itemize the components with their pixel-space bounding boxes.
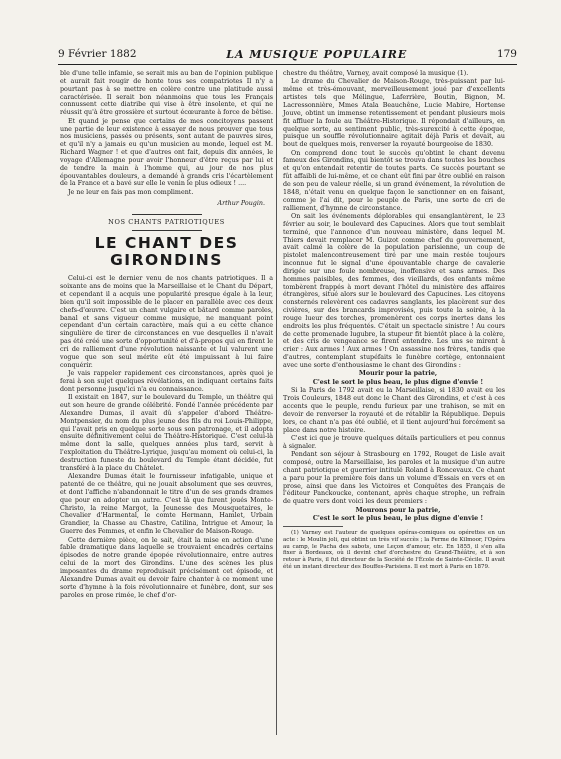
issue-date: 9 Février 1882 — [58, 48, 137, 60]
paragraph: Celui-ci est le dernier venu de nos chants patriotiques. Il a soixante ans de moins que la Marseillaise et le Chant du Départ, et cependant il a acquis une popularité presque égale à la leur, bien qu'il soit impossible de le placer en parallèle avec ces deux chefs-d'œuvre. C'est un chant vulgaire et bâtard comme paroles, banal et sans vigueur comme musique, ne manquant point cependant d'un certain caractère, mais qui a eu cette chance singulière de tirer de circonstances en vue desquelles il n'avait pas été créé une sorte d'opportunité et d'à-propos qui en firent le cri de ralliement d'une révolution naissante et lui valurent une vogue que son seul mérite eût été impuissant à lui faire conquérir. — [60, 275, 273, 369]
paragraph: Si la Paris de 1792 avait eu la Marseillaise, si 1830 avait eu les Trois Couleurs, 1848 eut donc le Chant des Girondins, et c'est à ces accents que le peuple, rendu furieux par une trahison, se mit en devoir de renverser la royauté et de rétablir la République. Depuis lors, ce chant n'a pas été oublié, et il tient aujourd'hui forcément sa place dans notre histoire. — [283, 387, 505, 434]
paragraph: Je vais rappeler rapidement ces circonstances, après quoi je ferai à son sujet quelques révélations, en indiquant certains faits dont personne jusqu'ici n'a eu connaissance. — [60, 370, 273, 393]
paragraph: Et quand je pense que certains de mes concitoyens passent une partie de leur existence à essayer de nous prouver que tous nos musiciens, passés ou présents, sont autant de pauvres sires, et qu'il n'y a jamais eu qu'un musicien au monde, lequel est M. Richard Wagner ! et que d'autres ont fait, depuis dix années, le voyage d'Allemagne pour avoir l'honneur d'être reçus par lui et de tendre la main à l'homme qui, au jour de nos plus épouvantables douleurs, a demandé à grands cris l'écartèlement de la France et a bavé sur elle le venin le plus odieux ! .... — [60, 117, 273, 188]
paragraph: Alexandre Dumas était le fournisseur infatigable, unique et patenté de ce théâtre, qui ne jouait absolument que ses œuvres, et dont l'affiche n'abandonnait le titre d'un de ses grands drames que pour en adopter un autre. C'est là que furent joués Monte-Christo, la reine Margot, la Jeunesse des Mousquetaires, le Chevalier d'Harmental, le comte Hermann, Hamlet, Urbain Grandier, la Chasse au Chastre, Catilina, Intrigue et Amour, la Guerre des Femmes, et enfin le Chevalier de Maison-Rouge. — [60, 473, 273, 536]
paragraph: chestre du théâtre, Varney, avait composé la musique (1). — [283, 70, 469, 77]
footnote: (1) Varney est l'auteur de quelques opéras-comiques ou opérettes en un acte : le Moulin joli, qui obtint un très vif succès ; la Ferme de Kilmoor, l'Opéra au camp, le Pacha des sabots, une Leçon d'amour, etc. En 1855, il s'en alla fixer à Bordeaux, où il devint chef d'orchestre du Grand-Théâtre, et à son retour à Paris, il fut directeur de la Société de l'École de Sainte-Cécile. Il avait été un instant directeur des Bouffes-Parisiens. Il est mort à Paris en 1879. — [283, 530, 505, 571]
section-divider — [132, 230, 202, 231]
paragraph: Je ne leur en fais pas mon compliment. — [68, 188, 194, 196]
section-divider — [132, 214, 202, 215]
right-column — [283, 70, 505, 571]
page-number: 179 — [496, 48, 517, 60]
paragraph: On sait les événements déplorables qui ensanglantèrent, le 23 février au soir, le boulevard des Capucines. Alors que tout semblait terminé, que l'annonce d'un nouveau ministère, dans lequel M. Thiers devait remplacer M. Guizot comme chef du gouvernement, avait calmé la colère de la population parisienne, un coup de pistolet malencontreusement tiré par une main restée toujours inconnue fut le signal d'une épouvantable charge de cavalerie dirigée sur une foule nombreuse, inoffensive et sans armes. Des hommes paisibles, des femmes, des vieillards, des enfants même tombèrent frappés à mort devant l'hôtel du ministère des affaires étrangères, situé alors sur le boulevard des Capucines. Les citoyens consternés relevèrent ces cadavres sanglants, les placèrent sur des civières, sur des brancards improvisés, puis toute la soirée, à la rouge lueur des torches, promenèrent ces corps inertes dans les endroits les plus fréquentés. C'était un spectacle sinistre ! Au cours de cette promenade lugubre, la stupeur fit bientôt place à la colère, et des cris de vengeance se firent entendre. Les uns se mirent à crier : Aux armes ! Aux armes ! On assassine nos frères, tandis que d'autres, contemplant stupéfaits le funèbre cortège, entonnaient avec une sorte d'enthousiasme le chant des Girondins : — [283, 212, 505, 369]
verse-line: C'est le sort le plus beau, le plus digne d'envie ! — [312, 515, 484, 523]
left-column — [60, 70, 273, 600]
page-header — [58, 46, 517, 62]
verse-line: Mourons pour la patrie, — [355, 506, 441, 514]
verse-line: C'est le sort le plus beau, le plus digne d'envie ! — [312, 378, 484, 386]
paragraph: C'est ici que je trouve quelques détails particuliers et peu connus à signaler. — [283, 434, 505, 450]
author-signature: Arthur Pougin. — [217, 199, 265, 207]
paragraph: ble d'une telle infamie, se serait mis au ban de l'opinion publique et aurait fait rougir de honte tous ses compatriotes Il n'y a pourtant pas à se mettre en colère contre une platitude aussi caractérisée. Il serait bon néanmoins que tous les Français connussent cette diatribe qui vise à être insolente, et qui ne réussit qu'à être grossière et surtout écœurante à force de bêtise. — [60, 70, 273, 117]
verse-line: Mourir pour la patrie, — [358, 370, 438, 378]
paragraph: Cette dernière pièce, on le sait, était la mise en action d'une fable dramatique dans laquelle se trouvaient encadrés certains épisodes de notre grande épopée révolutionnaire, entre autres celui de la mort des Girondins. L'une des scènes les plus imposantes du drame reproduisait précisément cet épisode, et Alexandre Dumas avait eu devoir faire chanter à ce moment une sorte d'hymne à la fois révolutionnaire et funèbre, dont, sur ses paroles en prose rimée, le chef d'or- — [60, 536, 273, 599]
paragraph: Pendant son séjour à Strasbourg en 1792, Rouget de Lisle avait composé, outre la Marseillaise, les paroles et la musique d'un autre chant patriotique et guerrier intitulé Roland à Roncevaux. Ce chant a paru pour la première fois dans un volume d'Essais en vers et en prose, ainsi que dans les Victoires et Conquêtes des Français de l'éditeur Panckoucke, contenant, après chaque strophe, un refrain de quatre vers dont voici les deux premiers : — [283, 451, 505, 506]
column-divider — [276, 70, 277, 735]
publication-title: LA MUSIQUE POPULAIRE — [226, 47, 408, 61]
paragraph: On comprend donc tout le succès qu'obtint le chant devenu fameux des Girondins, qui bientôt se trouva dans toutes les bouches et qu'on entendait retentir de toutes parts. Ce succès pourtant se fût affaibli de lui-même, et ce chant eût fini par être oublié en raison de son peu de valeur réelle, si un grand événement, la révolution de 1848, n'était venu en quelque façon le sanctionner en en faisant, comme je l'ai dit, pour le peuple de Paris, une sorte de cri de ralliement, d'hymne de circonstance. — [283, 149, 505, 212]
article-title: LE CHANT DES GIRONDINS — [94, 234, 239, 270]
header-rule — [58, 64, 517, 65]
footnote-rule — [283, 526, 343, 527]
paragraph: Le drame du Chevalier de Maison-Rouge, très-puissant par lui-même et très-émouvant, merveilleusement joué par d'excellents artistes tels que Mélingue, Laferrière, Boutin, Bignon, M. Lacressonnière, Mmes Atala Beauchêne, Lucie Mabire, Hortense Jouve, obtint un immense retentissement et pendant plusieurs mois fit affluer la foule au Théâtre-Historique. Il répondait d'ailleurs, en quelque sorte, au sentiment public, très-surexcité à cette époque, puisque un souffle révolutionnaire agitait déjà Paris et devait, au bout de quelques mois, renverser la royauté bourgeoise de 1830. — [283, 78, 505, 149]
section-label: NOS CHANTS PATRIOTIQUES — [108, 217, 225, 226]
paragraph: Il existait en 1847, sur le boulevard du Temple, un théâtre qui eut son heure de grande célébrité. Fondé l'année précédente par Alexandre Dumas, il avait dû s'appeler d'abord Théâtre-Montpensier, du nom du plus jeune des fils du roi Louis-Philippe, qui l'avait pris en quelque sorte sous son patronage, et il adopta ensuite définitivement celui de Théâtre-Historique. C'est celui-là même dont la salle, quelques années plus tard, servit à l'exploitation du Théâtre-Lyrique, jusqu'au moment où celui-ci, la destruction funeste du boulevard du Temple étant décidée, fut transféré à la place du Châtelet. — [60, 394, 273, 472]
